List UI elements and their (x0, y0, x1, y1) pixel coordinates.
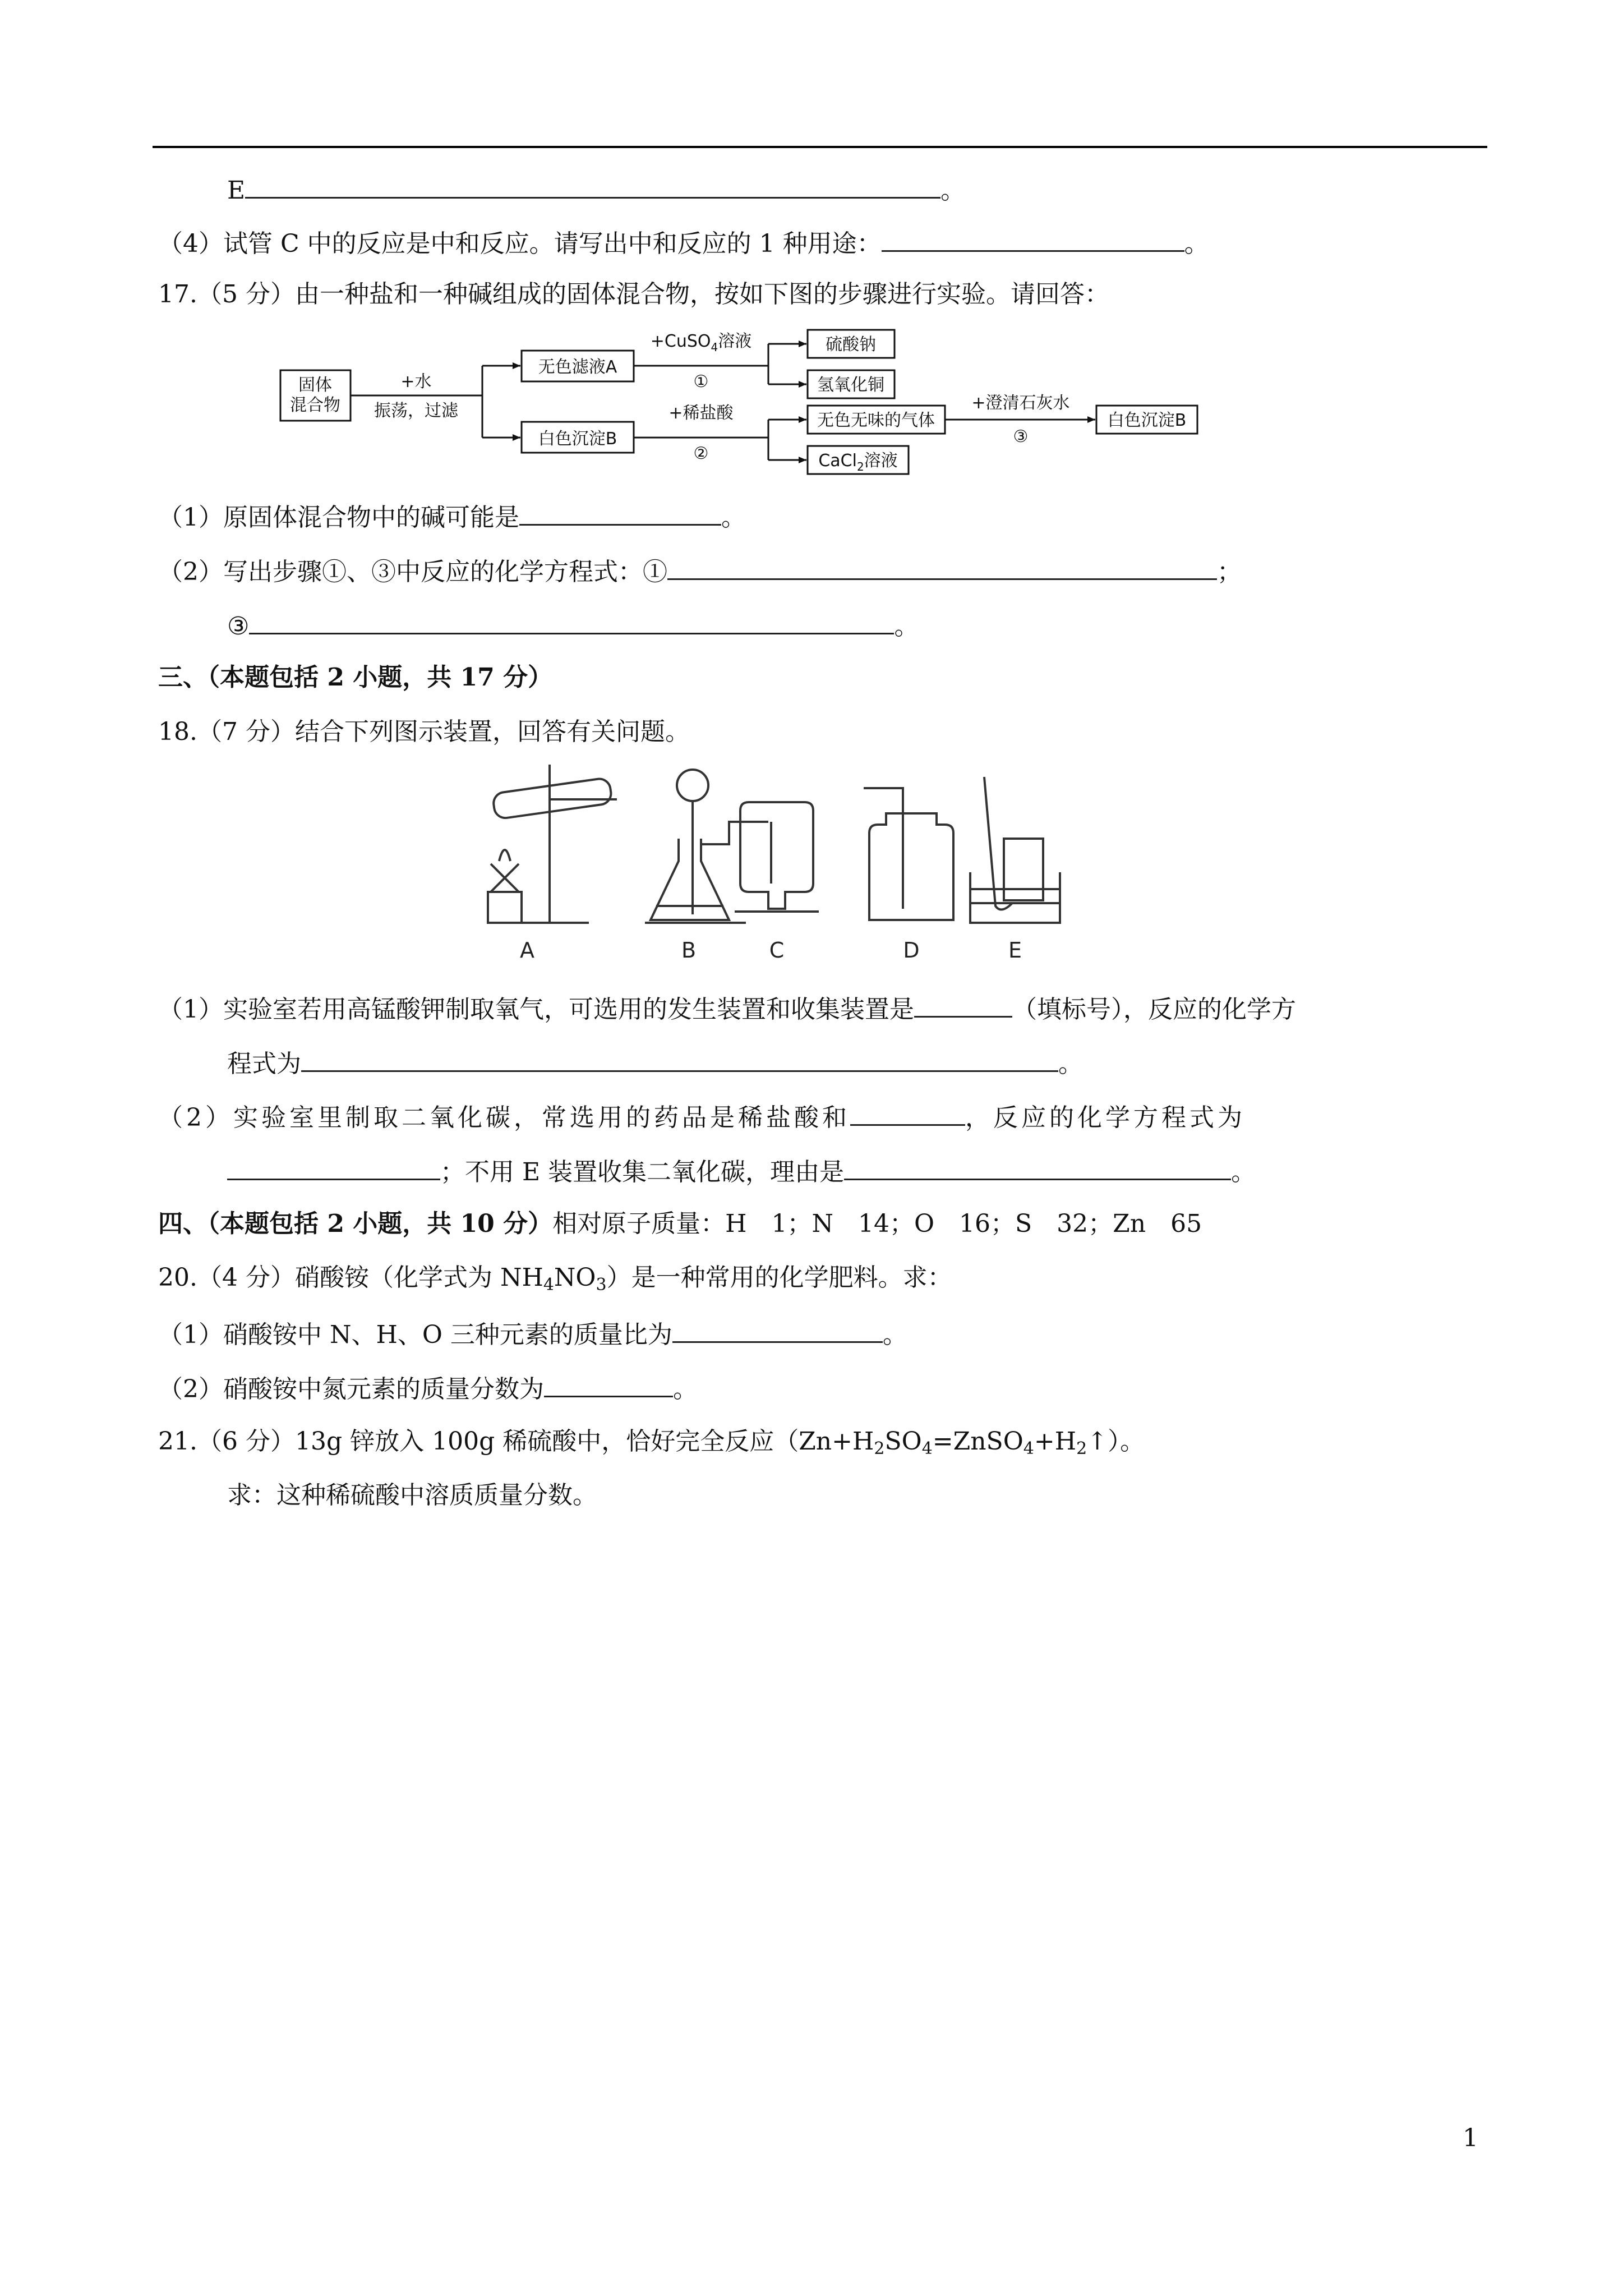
q16-4-line: （4）试管 C 中的反应是中和反应。请写出中和反应的 1 种用途： 。 (158, 224, 1209, 261)
q17-title: 17.（5 分）由一种盐和一种碱组成的固体混合物，按如下图的步骤进行实验。请回答： (158, 280, 1109, 309)
box-precip-b2: 白色沉淀B (1107, 411, 1187, 430)
box-na2so4: 硫酸钠 (826, 335, 876, 355)
q18-2-cont-line: ；不用 E 装置收集二氧化碳，理由是 。 (227, 1153, 1256, 1189)
page-number: 1 (1463, 2124, 1478, 2152)
apparatus-figure (465, 754, 1082, 968)
q21-title: 21.（6 分）13g 锌放入 100g 稀硫酸中，恰好完全反应$(Zn+H_2SO_4=ZnSO_4+H_2↑)$。 (158, 1427, 1145, 1458)
q17-3-line: ③ 。 (227, 607, 919, 643)
box-solid-1: 固体 (298, 375, 332, 395)
header-rule (153, 146, 1487, 148)
q21-ask-line: 求：这种稀硫酸中溶质质量分数。 (227, 1481, 597, 1510)
q18-1-cont-line: 程式为 。 (227, 1045, 1083, 1081)
q18-title: 18.（7 分）结合下列图示装置，回答有关问题。 (158, 717, 690, 746)
q16-e-line: E 。 (227, 171, 965, 208)
apparatus-label-b: B (681, 938, 697, 963)
section-4-heading: 四、（本题包括 2 小题，共 10 分）相对原子质量：H 1；N 14；O 16；S 32；Zn 65 (158, 1209, 1202, 1238)
box-cuoh2: 氢氧化铜 (817, 375, 884, 395)
flowchart-diagram (269, 325, 1211, 482)
q17-1-line: （1）原固体混合物中的碱可能是 。 (158, 498, 746, 535)
box-filtrate-a: 无色滤液A (538, 357, 617, 377)
label-add-water: +水 (400, 372, 432, 392)
box-cacl2: CaCl$_2$溶液 (818, 451, 898, 473)
apparatus-label-a: A (520, 938, 534, 963)
box-solid-2: 混合物 (290, 395, 340, 415)
label-step2: ② (693, 444, 709, 463)
q17-2-line: （2）写出步骤①、③中反应的化学方程式：① ； (158, 553, 1242, 589)
apparatus-label-e: E (1008, 938, 1022, 963)
label-add-hcl: +稀盐酸 (668, 403, 734, 423)
q20-1-line: （1）硝酸铵中 N、H、O 三种元素的质量比为 。 (158, 1315, 907, 1352)
label-step3: ③ (1013, 427, 1029, 447)
q20-2-line: （2）硝酸铵中氮元素的质量分数为 。 (158, 1370, 698, 1406)
q18-2-line: （2）实验室里制取二氧化碳，常选用的药品是稀盐酸和 ，反应的化学方程式为 (158, 1098, 1246, 1135)
box-precip-b: 白色沉淀B (538, 429, 617, 449)
label-step1: ① (693, 372, 709, 392)
apparatus-label-d: D (903, 938, 920, 963)
label-add-cuso4: +CuSO$_4$溶液 (650, 332, 752, 354)
section-3-heading: 三、（本题包括 2 小题，共 17 分） (158, 663, 553, 692)
q20-title: 20.（4 分）硝酸铵（化学式为 $NH_4NO_3$）是一种常用的化学肥料。求： (158, 1263, 952, 1295)
box-gas: 无色无味的气体 (817, 411, 935, 430)
apparatus-label-c: C (769, 938, 785, 963)
q18-1-line: （1）实验室若用高锰酸钾制取氧气，可选用的发生装置和收集装置是 （填标号），反应的化学方 (158, 990, 1296, 1027)
label-add-limewater: +澄清石灰水 (971, 393, 1070, 413)
label-shake-filter: 振荡，过滤 (374, 401, 458, 421)
